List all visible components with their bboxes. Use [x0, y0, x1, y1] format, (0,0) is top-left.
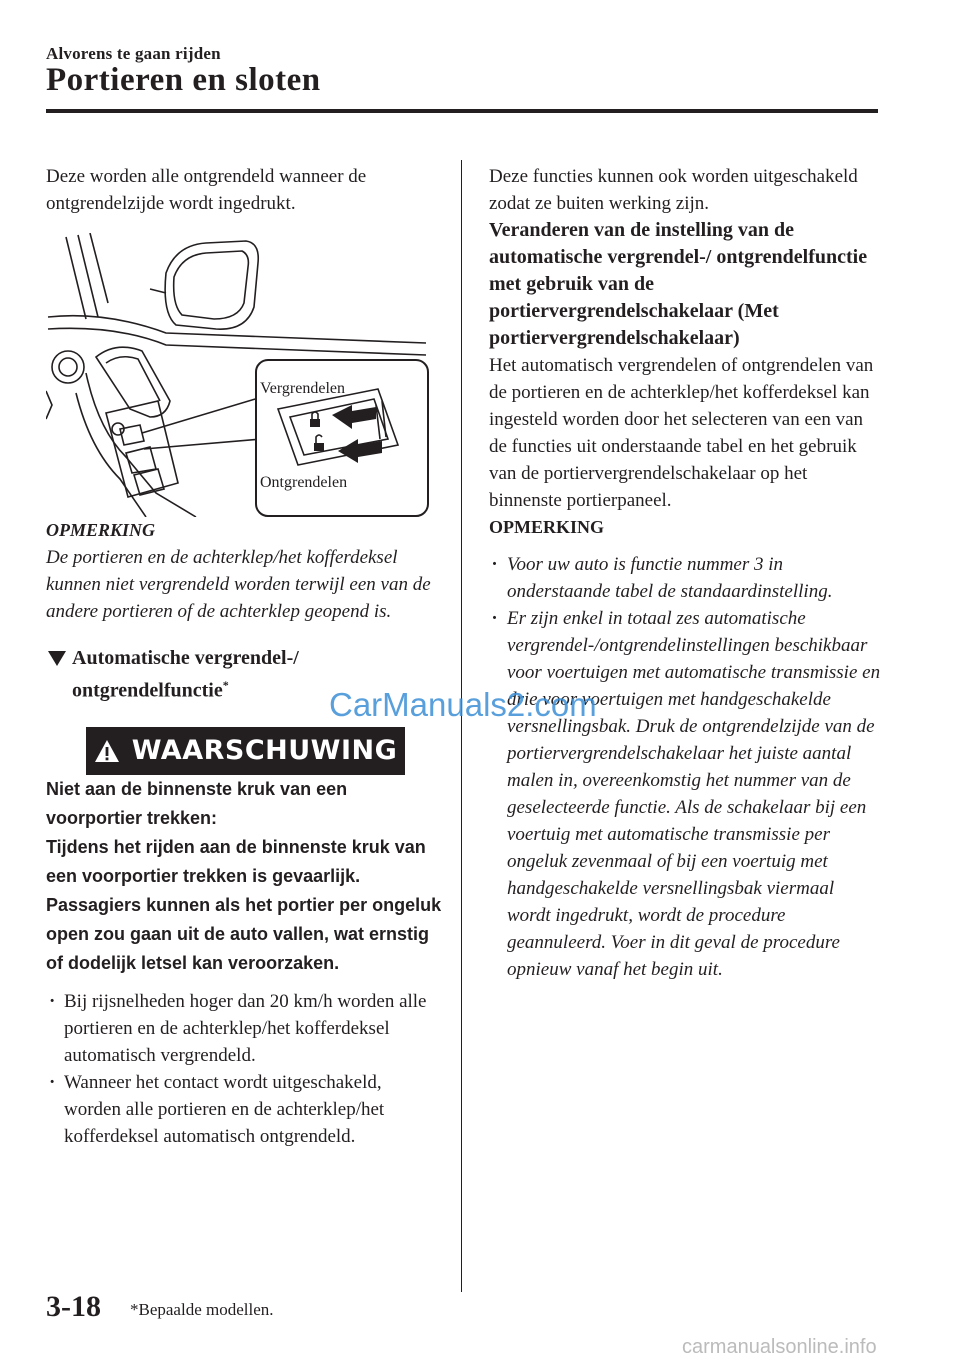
list-item: · Wanneer het contact wordt uitgeschakeld, worden alle portieren en de achterklep/het kofferdeksel automatisch ontgrendeld. [46, 1069, 442, 1150]
list-item: · Er zijn enkel in totaal zes automatische vergrendel-/ontgrendelinstellingen beschikbaar voor voertuigen met automatische transmissie en drie voor voertuigen met handgeschakelde versnellingsbak. Druk de ontgrendelzijde van de portiervergrendelschakelaar het juiste aantal malen in, overeenkomstig het nummer van de geselecteerde functie. Als de schakelaar bij een voertuig met automatische transmissie per ongeluk zevenmaal of bij een voertuig met handgeschakelde versnellingsbak viermaal wordt ingedrukt, wordt de procedure geannuleerd. Voer in dit geval de procedure opnieuw vanaf het begin uit. [489, 605, 881, 983]
bullet-list [46, 988, 442, 1150]
warning-banner [86, 727, 405, 775]
triangle-down-icon [48, 651, 66, 666]
list-item: · Voor uw auto is functie nummer 3 in onderstaande tabel de standaardinstelling. [489, 551, 881, 605]
source-watermark: carmanualsonline.info [682, 1336, 877, 1358]
note-heading: OPMERKING [489, 517, 604, 537]
right-body: Het automatisch vergrendelen of ontgrendelen van de portieren en de achterklep/het kofferdeksel kan ingesteld worden door het selecteren van een van de functies uit onderstaande tabel en het gebruik van de portiervergrendelschakelaar op het binnenste portierpaneel. [489, 355, 874, 511]
section-heading-line2: ontgrendelfunctie [72, 679, 223, 702]
left-intro: Deze worden alle ontgrendeld wanneer de ontgrendelzijde wordt ingedrukt. [46, 166, 367, 214]
label-lock: Vergrendelen [260, 380, 345, 397]
warning-text: Tijdens het rijden aan de binnenste kruk van een voorportier trekken is gevaarlijk. Passagiers kunnen als het portier per ongeluk open zou gaan uit de auto vallen, wat ernstig of dodelijk letsel kan veroorzaken. [46, 836, 442, 973]
list-item: · Bij rijsnelheden hoger dan 20 km/h worden alle portieren en de achterklep/het kofferdeksel automatisch vergrendeld. [46, 988, 442, 1069]
note-text: De portieren en de achterklep/het kofferdeksel kunnen niet vergrendeld worden terwijl een van de andere portieren of de achterklep geopend is. [46, 547, 431, 622]
breadcrumb: Alvorens te gaan rijden [46, 44, 221, 63]
right-intro: Deze functies kunnen ook worden uitgeschakeld zodat ze buiten werking zijn. [489, 166, 858, 214]
column-divider [461, 160, 462, 1292]
title-rule [46, 109, 878, 113]
right-heading: Veranderen van de instelling van de automatische vergrendel-/ ontgrendelfunctie met gebruik van de portiervergrendelschakelaar (Met portiervergrendelschakelaar) [489, 219, 868, 349]
door-switch-illustration [46, 233, 432, 517]
door-switch-figure [46, 233, 432, 517]
right-column [489, 163, 881, 983]
watermark: CarManuals2.com [329, 686, 597, 723]
warning-heading: Niet aan de binnenste kruk van een voorportier trekken: [46, 778, 348, 828]
section-heading-line1: Automatische vergrendel-/ [72, 647, 299, 669]
page-number: 3-18 [46, 1290, 101, 1323]
asterisk: * [222, 678, 229, 692]
left-column [46, 163, 442, 1150]
label-unlock: Ontgrendelen [260, 474, 348, 491]
note-list [489, 551, 881, 983]
warning-triangle-icon [94, 739, 120, 763]
page-title: Portieren en sloten [46, 62, 321, 98]
note-heading: OPMERKING [46, 520, 156, 540]
footnote: *Bepaalde modellen. [130, 1300, 274, 1319]
warning-label: WAARSCHUWING [131, 735, 398, 767]
